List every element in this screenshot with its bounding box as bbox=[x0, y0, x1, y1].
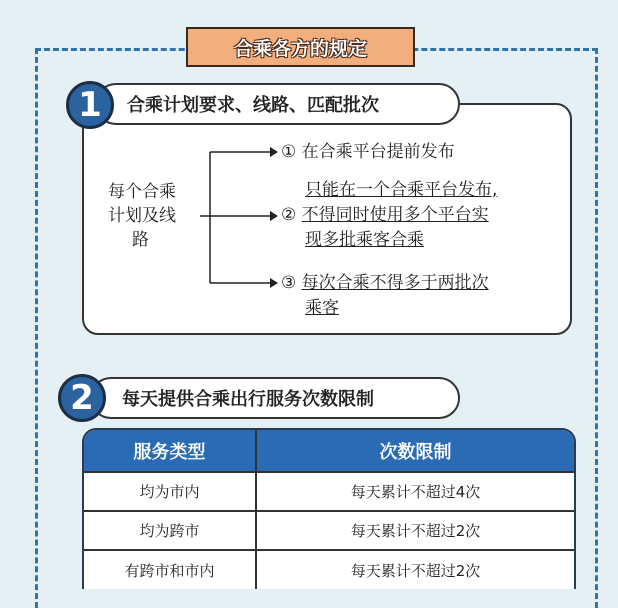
limits-table bbox=[82, 428, 576, 589]
section1-number-badge: 1 bbox=[66, 81, 114, 129]
marker: ① bbox=[281, 142, 297, 162]
rule-text: 不得同时使用多个平台实 bbox=[301, 205, 489, 225]
column-header: 次数限制 bbox=[256, 430, 574, 472]
cell: 每天累计不超过2次 bbox=[256, 550, 574, 589]
cell: 每天累计不超过4次 bbox=[256, 472, 574, 511]
subject-line: 计划及线 bbox=[108, 206, 176, 226]
cell: 有跨市和市内 bbox=[84, 550, 256, 589]
table-row bbox=[84, 550, 574, 589]
subject-text bbox=[108, 180, 202, 252]
cell: 每天累计不超过2次 bbox=[256, 511, 574, 550]
section2-heading: 每天提供合乘出行服务次数限制 bbox=[90, 377, 460, 419]
subject-line: 路 bbox=[132, 230, 149, 250]
table-row bbox=[84, 472, 574, 511]
rule-text: 每次合乘不得多于两批次 bbox=[301, 273, 489, 293]
rule-text: 在合乘平台提前发布 bbox=[301, 142, 455, 162]
rule-item-1 bbox=[281, 140, 455, 165]
marker: ③ bbox=[281, 273, 297, 293]
cell: 均为跨市 bbox=[84, 511, 256, 550]
rule-item-2 bbox=[281, 178, 497, 253]
section1-heading: 合乘计划要求、线路、匹配批次 bbox=[95, 83, 460, 125]
rule-text: 现多批乘客合乘 bbox=[305, 230, 424, 250]
column-header: 服务类型 bbox=[84, 430, 256, 472]
rule-item-3 bbox=[281, 271, 489, 321]
marker: ② bbox=[281, 205, 297, 225]
rule-text: 只能在一个合乘平台发布, bbox=[305, 180, 498, 200]
subject-line: 每个合乘 bbox=[108, 182, 176, 202]
bracket-arrows bbox=[200, 140, 290, 295]
table-header bbox=[84, 430, 574, 472]
rule-text: 乘客 bbox=[305, 298, 339, 318]
page-title: 合乘各方的规定 bbox=[186, 27, 415, 67]
table-row bbox=[84, 511, 574, 550]
cell: 均为市内 bbox=[84, 472, 256, 511]
section2-number-badge: 2 bbox=[58, 374, 106, 422]
arrow-icon bbox=[270, 147, 278, 288]
